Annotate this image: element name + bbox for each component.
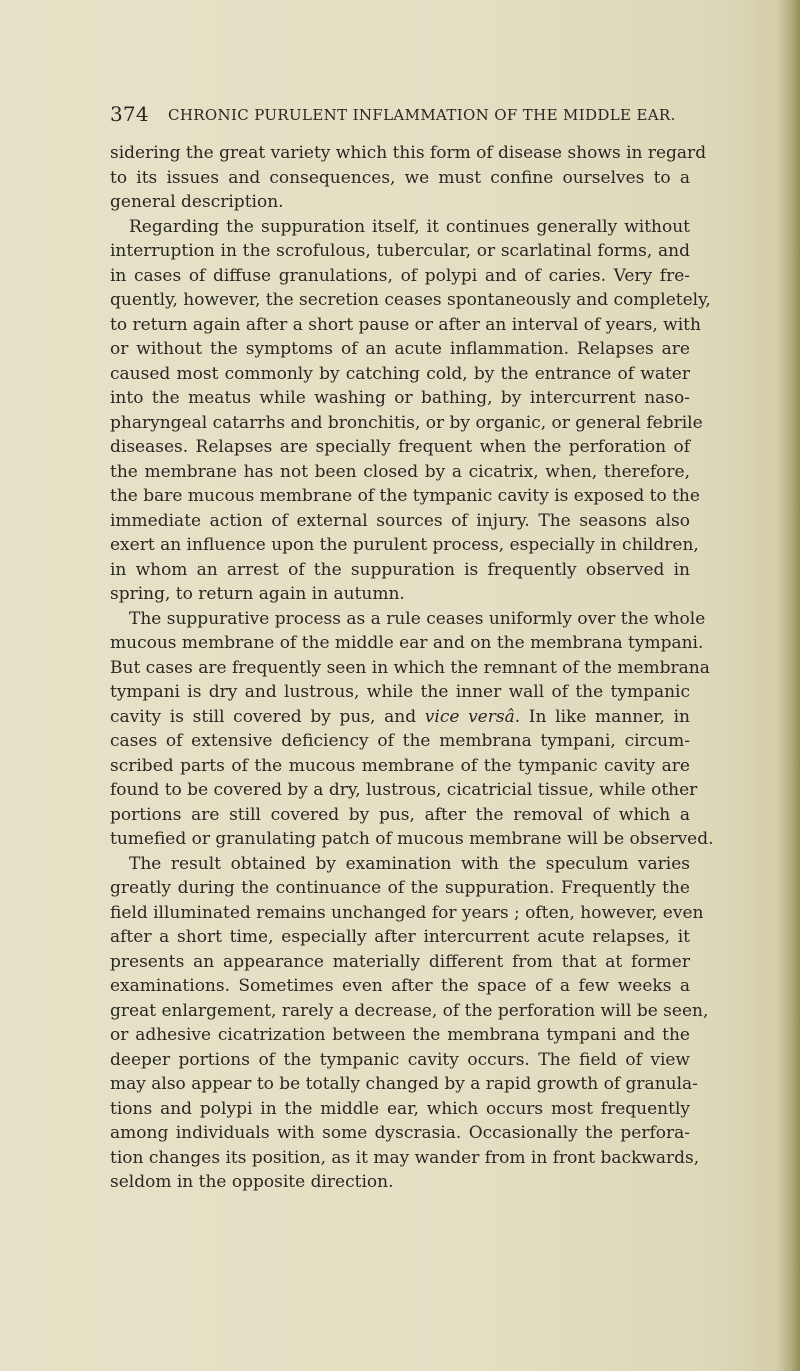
- text-line: exert an influence upon the purulent process, especially in children,: [110, 535, 699, 555]
- text-line: cases of extensive deficiency of the membrana tympani, circum-: [110, 731, 690, 751]
- text-line: or adhesive cicatrization between the membrana tympani and the: [110, 1025, 690, 1045]
- text-line: spring, to return again in autumn.: [110, 584, 405, 604]
- text-line: field illuminated remains unchanged for years ; often, however, even: [110, 902, 704, 923]
- text-line: examinations. Sometimes even after the space of a few weeks a: [110, 976, 690, 996]
- text-line: the membrane has not been closed by a cicatrix, when, therefore,: [110, 461, 690, 482]
- text-line: the bare mucous membrane of the tympanic cavity is exposed to the: [110, 486, 700, 506]
- running-title: CHRONIC PURULENT INFLAMMATION OF THE MIDDLE EAR.: [168, 106, 676, 124]
- text-line: mucous membrane of the middle ear and on the membrana tympani.: [110, 633, 704, 653]
- text-line: seldom in the opposite direction.: [110, 1172, 394, 1192]
- running-header: [110, 101, 690, 127]
- text-line: pharyngeal catarrhs and bronchitis, or by organic, or general febrile: [110, 412, 703, 433]
- text-line: general description.: [110, 192, 284, 212]
- text-line: Regarding the suppuration itself, it continues generally without: [129, 216, 690, 237]
- text-line: in whom an arrest of the suppuration is frequently observed in: [110, 559, 690, 580]
- text-line: portions are still covered by pus, after the removal of which a: [110, 804, 690, 825]
- text-line: among individuals with some dyscrasia. Occasionally the perfora-: [110, 1123, 690, 1143]
- text-line: greatly during the continuance of the suppuration. Frequently the: [110, 878, 690, 898]
- text-line: But cases are frequently seen in which the remnant of the membrana: [110, 657, 710, 678]
- text-line: may also appear to be totally changed by a rapid growth of granula-: [110, 1074, 698, 1094]
- text-line: to its issues and consequences, we must confine ourselves to a: [110, 167, 690, 188]
- text-line: caused most commonly by catching cold, by the entrance of water: [110, 363, 690, 384]
- text-line: or without the symptoms of an acute inflammation. Relapses are: [110, 339, 690, 359]
- text-line: sidering the great variety which this form of disease shows in regard: [110, 143, 707, 163]
- text-line: deeper portions of the tympanic cavity occurs. The field of view: [110, 1049, 690, 1070]
- text-line: immediate action of external sources of injury. The seasons also: [110, 510, 690, 531]
- text-line: found to be covered by a dry, lustrous, cicatricial tissue, while other: [110, 780, 698, 800]
- text-line: The suppurative process as a rule ceases uniformly over the whole: [129, 608, 706, 629]
- text-line: tumefied or granulating patch of mucous membrane will be observed.: [110, 829, 714, 849]
- page-edge-shading: [778, 0, 800, 1371]
- text-line: diseases. Relapses are specially frequent when the perforation of: [110, 437, 690, 457]
- text-line: tions and polypi in the middle ear, which occurs most frequently: [110, 1098, 690, 1119]
- text-line: tympani is dry and lustrous, while the inner wall of the tympanic: [110, 682, 690, 702]
- text-line: quently, however, the secretion ceases spontaneously and completely,: [110, 290, 711, 310]
- text-line: great enlargement, rarely a decrease, of the perforation will be seen,: [110, 1000, 709, 1021]
- text-line: in cases of diffuse granulations, of polypi and of caries. Very fre-: [110, 265, 690, 286]
- text-line: interruption in the scrofulous, tubercular, or scarlatinal forms, and: [110, 241, 690, 261]
- text-line: to return again after a short pause or after an interval of years, with: [110, 314, 701, 335]
- page-number: 374: [110, 102, 149, 126]
- text-line: The result obtained by examination with the speculum varies: [129, 853, 690, 874]
- italic-phrase: vice versâ: [424, 706, 515, 727]
- text-line: presents an appearance materially different from that at former: [110, 951, 690, 972]
- text-line: into the meatus while washing or bathing, by intercurrent naso-: [110, 388, 690, 408]
- text-line: scribed parts of the mucous membrane of the tympanic cavity are: [110, 755, 690, 776]
- body-text: [110, 141, 714, 1195]
- text-line: cavity is still covered by pus, and vice versâ. In like manner, in: [110, 706, 690, 727]
- text-line: tion changes its position, as it may wander from in front backwards,: [110, 1147, 700, 1168]
- text-line: after a short time, especially after intercurrent acute relapses, it: [110, 927, 690, 947]
